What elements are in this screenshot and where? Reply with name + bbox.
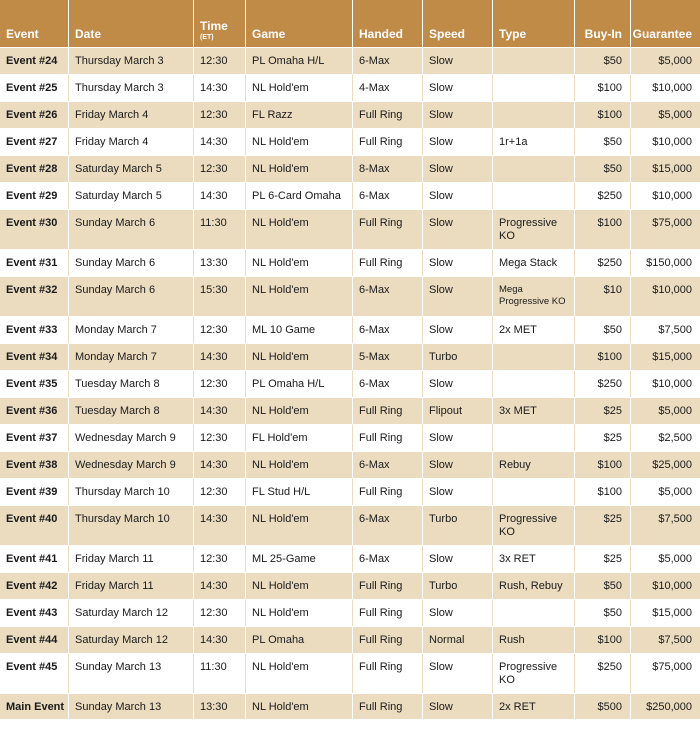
table-row — [0, 545, 700, 572]
event-cell: Event #31 — [0, 249, 69, 276]
speed-cell: Slow — [423, 47, 493, 74]
handed-cell: Full Ring — [353, 397, 423, 424]
date-cell: Sunday March 6 — [69, 209, 194, 249]
guarantee-cell: $5,000 — [631, 545, 700, 572]
event-cell: Event #30 — [0, 209, 69, 249]
time-cell: 11:30 — [194, 653, 246, 693]
date-cell: Thursday March 10 — [69, 478, 194, 505]
guarantee-cell: $5,000 — [631, 101, 700, 128]
guarantee-cell: $5,000 — [631, 47, 700, 74]
guarantee-cell: $10,000 — [631, 74, 700, 101]
handed-cell: 4-Max — [353, 74, 423, 101]
speed-cell: Turbo — [423, 572, 493, 599]
schedule-body — [0, 47, 700, 720]
buyin-cell: $25 — [575, 545, 631, 572]
date-cell: Sunday March 6 — [69, 249, 194, 276]
speed-cell: Slow — [423, 249, 493, 276]
event-cell: Main Event — [0, 693, 69, 720]
type-cell — [493, 599, 575, 626]
buyin-cell: $50 — [575, 599, 631, 626]
guarantee-cell: $75,000 — [631, 653, 700, 693]
game-cell: PL Omaha H/L — [246, 370, 353, 397]
date-cell: Tuesday March 8 — [69, 397, 194, 424]
type-cell: 2x RET — [493, 693, 575, 720]
speed-cell: Turbo — [423, 343, 493, 370]
guarantee-cell: $10,000 — [631, 276, 700, 316]
table-row — [0, 653, 700, 693]
game-cell: PL Omaha H/L — [246, 47, 353, 74]
type-cell: Progressive KO — [493, 505, 575, 545]
speed-cell: Slow — [423, 478, 493, 505]
speed-cell: Slow — [423, 101, 493, 128]
time-cell: 15:30 — [194, 276, 246, 316]
date-cell: Saturday March 12 — [69, 626, 194, 653]
table-row — [0, 599, 700, 626]
date-cell: Saturday March 5 — [69, 155, 194, 182]
event-cell: Event #37 — [0, 424, 69, 451]
table-row — [0, 626, 700, 653]
event-cell: Event #28 — [0, 155, 69, 182]
time-cell: 14:30 — [194, 182, 246, 209]
event-cell: Event #35 — [0, 370, 69, 397]
table-row — [0, 370, 700, 397]
guarantee-cell: $5,000 — [631, 397, 700, 424]
date-cell: Sunday March 13 — [69, 693, 194, 720]
type-cell — [493, 74, 575, 101]
type-cell — [493, 47, 575, 74]
handed-cell: 6-Max — [353, 370, 423, 397]
handed-cell: Full Ring — [353, 101, 423, 128]
guarantee-cell: $150,000 — [631, 249, 700, 276]
handed-cell: 8-Max — [353, 155, 423, 182]
type-cell: 3x MET — [493, 397, 575, 424]
buyin-cell: $25 — [575, 505, 631, 545]
guarantee-cell: $7,500 — [631, 316, 700, 343]
guarantee-cell: $7,500 — [631, 626, 700, 653]
event-cell: Event #45 — [0, 653, 69, 693]
game-cell: NL Hold'em — [246, 397, 353, 424]
table-row — [0, 101, 700, 128]
buyin-cell: $25 — [575, 424, 631, 451]
table-row — [0, 276, 700, 316]
table-row — [0, 397, 700, 424]
handed-cell: 6-Max — [353, 451, 423, 478]
handed-cell: 6-Max — [353, 47, 423, 74]
date-cell: Monday March 7 — [69, 343, 194, 370]
game-cell: NL Hold'em — [246, 599, 353, 626]
guarantee-cell: $10,000 — [631, 370, 700, 397]
speed-cell: Normal — [423, 626, 493, 653]
guarantee-cell: $25,000 — [631, 451, 700, 478]
event-cell: Event #38 — [0, 451, 69, 478]
speed-cell: Slow — [423, 545, 493, 572]
game-cell: NL Hold'em — [246, 209, 353, 249]
handed-cell: Full Ring — [353, 249, 423, 276]
guarantee-cell: $15,000 — [631, 343, 700, 370]
header-row — [0, 0, 700, 47]
game-cell: PL 6-Card Omaha — [246, 182, 353, 209]
handed-cell: Full Ring — [353, 209, 423, 249]
event-cell: Event #41 — [0, 545, 69, 572]
table-row — [0, 572, 700, 599]
handed-cell: Full Ring — [353, 626, 423, 653]
event-cell: Event #27 — [0, 128, 69, 155]
type-cell: Rush, Rebuy — [493, 572, 575, 599]
header-time — [194, 0, 246, 47]
time-cell: 12:30 — [194, 316, 246, 343]
table-row — [0, 451, 700, 478]
type-cell — [493, 478, 575, 505]
type-cell: Rush — [493, 626, 575, 653]
header-time-label: Time — [200, 19, 228, 33]
event-cell: Event #32 — [0, 276, 69, 316]
time-cell: 12:30 — [194, 599, 246, 626]
header-speed: Speed — [423, 0, 493, 47]
game-cell: FL Stud H/L — [246, 478, 353, 505]
time-cell: 12:30 — [194, 424, 246, 451]
event-cell: Event #25 — [0, 74, 69, 101]
date-cell: Thursday March 10 — [69, 505, 194, 545]
guarantee-cell: $7,500 — [631, 505, 700, 545]
time-cell: 14:30 — [194, 128, 246, 155]
type-cell: 1r+1a — [493, 128, 575, 155]
buyin-cell: $100 — [575, 451, 631, 478]
date-cell: Friday March 4 — [69, 128, 194, 155]
event-cell: Event #39 — [0, 478, 69, 505]
event-cell: Event #29 — [0, 182, 69, 209]
buyin-cell: $50 — [575, 572, 631, 599]
time-cell: 14:30 — [194, 343, 246, 370]
guarantee-cell: $15,000 — [631, 155, 700, 182]
time-cell: 14:30 — [194, 572, 246, 599]
handed-cell: Full Ring — [353, 478, 423, 505]
time-cell: 14:30 — [194, 626, 246, 653]
table-row — [0, 74, 700, 101]
table-row — [0, 249, 700, 276]
header-date: Date — [69, 0, 194, 47]
table-row — [0, 316, 700, 343]
handed-cell: Full Ring — [353, 693, 423, 720]
game-cell: NL Hold'em — [246, 249, 353, 276]
buyin-cell: $100 — [575, 626, 631, 653]
type-cell: 3x RET — [493, 545, 575, 572]
time-cell: 12:30 — [194, 155, 246, 182]
table-row — [0, 182, 700, 209]
event-cell: Event #26 — [0, 101, 69, 128]
buyin-cell: $100 — [575, 101, 631, 128]
event-cell: Event #33 — [0, 316, 69, 343]
speed-cell: Slow — [423, 370, 493, 397]
buyin-cell: $100 — [575, 209, 631, 249]
buyin-cell: $250 — [575, 370, 631, 397]
header-time-zone: (ET) — [200, 34, 214, 41]
table-row — [0, 424, 700, 451]
speed-cell: Slow — [423, 451, 493, 478]
date-cell: Wednesday March 9 — [69, 424, 194, 451]
handed-cell: 6-Max — [353, 182, 423, 209]
type-cell — [493, 370, 575, 397]
handed-cell: 6-Max — [353, 276, 423, 316]
guarantee-cell: $250,000 — [631, 693, 700, 720]
time-cell: 14:30 — [194, 397, 246, 424]
game-cell: NL Hold'em — [246, 572, 353, 599]
time-cell: 13:30 — [194, 693, 246, 720]
guarantee-cell: $15,000 — [631, 599, 700, 626]
time-cell: 12:30 — [194, 545, 246, 572]
date-cell: Monday March 7 — [69, 316, 194, 343]
handed-cell: Full Ring — [353, 599, 423, 626]
handed-cell: 6-Max — [353, 505, 423, 545]
table-row — [0, 209, 700, 249]
guarantee-cell: $75,000 — [631, 209, 700, 249]
header-type: Type — [493, 0, 575, 47]
speed-cell: Slow — [423, 599, 493, 626]
buyin-cell: $250 — [575, 249, 631, 276]
game-cell: FL Razz — [246, 101, 353, 128]
guarantee-cell: $10,000 — [631, 128, 700, 155]
table-row — [0, 128, 700, 155]
speed-cell: Slow — [423, 74, 493, 101]
guarantee-cell: $5,000 — [631, 478, 700, 505]
buyin-cell: $50 — [575, 128, 631, 155]
game-cell: NL Hold'em — [246, 343, 353, 370]
buyin-cell: $250 — [575, 182, 631, 209]
type-cell — [493, 155, 575, 182]
buyin-cell: $50 — [575, 155, 631, 182]
game-cell: ML 25-Game — [246, 545, 353, 572]
date-cell: Tuesday March 8 — [69, 370, 194, 397]
buyin-cell: $10 — [575, 276, 631, 316]
game-cell: NL Hold'em — [246, 693, 353, 720]
table-row — [0, 505, 700, 545]
game-cell: NL Hold'em — [246, 505, 353, 545]
speed-cell: Slow — [423, 209, 493, 249]
date-cell: Thursday March 3 — [69, 74, 194, 101]
type-cell — [493, 182, 575, 209]
buyin-cell: $250 — [575, 653, 631, 693]
buyin-cell: $100 — [575, 478, 631, 505]
time-cell: 14:30 — [194, 74, 246, 101]
date-cell: Saturday March 12 — [69, 599, 194, 626]
buyin-cell: $500 — [575, 693, 631, 720]
speed-cell: Slow — [423, 316, 493, 343]
type-cell — [493, 101, 575, 128]
time-cell: 12:30 — [194, 478, 246, 505]
buyin-cell: $100 — [575, 74, 631, 101]
time-cell: 12:30 — [194, 101, 246, 128]
type-cell: Mega Progressive KO — [493, 276, 575, 316]
speed-cell: Flipout — [423, 397, 493, 424]
speed-cell: Slow — [423, 653, 493, 693]
guarantee-cell: $10,000 — [631, 572, 700, 599]
table-row — [0, 478, 700, 505]
date-cell: Sunday March 6 — [69, 276, 194, 316]
header-event: Event — [0, 0, 69, 47]
time-cell: 14:30 — [194, 451, 246, 478]
game-cell: NL Hold'em — [246, 155, 353, 182]
event-cell: Event #34 — [0, 343, 69, 370]
handed-cell: 5-Max — [353, 343, 423, 370]
game-cell: FL Hold'em — [246, 424, 353, 451]
date-cell: Friday March 11 — [69, 572, 194, 599]
game-cell: NL Hold'em — [246, 276, 353, 316]
event-cell: Event #36 — [0, 397, 69, 424]
time-cell: 12:30 — [194, 47, 246, 74]
event-cell: Event #24 — [0, 47, 69, 74]
handed-cell: Full Ring — [353, 572, 423, 599]
type-cell — [493, 424, 575, 451]
time-cell: 11:30 — [194, 209, 246, 249]
event-cell: Event #42 — [0, 572, 69, 599]
handed-cell: 6-Max — [353, 316, 423, 343]
type-cell: Mega Stack — [493, 249, 575, 276]
guarantee-cell: $2,500 — [631, 424, 700, 451]
header-handed: Handed — [353, 0, 423, 47]
table-row — [0, 343, 700, 370]
header-game: Game — [246, 0, 353, 47]
speed-cell: Slow — [423, 128, 493, 155]
date-cell: Thursday March 3 — [69, 47, 194, 74]
type-cell: Rebuy — [493, 451, 575, 478]
type-cell — [493, 343, 575, 370]
table-row — [0, 47, 700, 74]
game-cell: NL Hold'em — [246, 653, 353, 693]
date-cell: Sunday March 13 — [69, 653, 194, 693]
handed-cell: 6-Max — [353, 545, 423, 572]
table-row — [0, 693, 700, 720]
header-guarantee: Guarantee — [631, 0, 700, 47]
game-cell: PL Omaha — [246, 626, 353, 653]
buyin-cell: $50 — [575, 47, 631, 74]
guarantee-cell: $10,000 — [631, 182, 700, 209]
event-cell: Event #43 — [0, 599, 69, 626]
handed-cell: Full Ring — [353, 424, 423, 451]
handed-cell: Full Ring — [353, 128, 423, 155]
handed-cell: Full Ring — [353, 653, 423, 693]
game-cell: NL Hold'em — [246, 128, 353, 155]
header-buyin: Buy-In — [575, 0, 631, 47]
date-cell: Wednesday March 9 — [69, 451, 194, 478]
speed-cell: Turbo — [423, 505, 493, 545]
speed-cell: Slow — [423, 182, 493, 209]
type-cell: 2x MET — [493, 316, 575, 343]
type-cell: Progressive KO — [493, 209, 575, 249]
speed-cell: Slow — [423, 693, 493, 720]
speed-cell: Slow — [423, 155, 493, 182]
event-cell: Event #40 — [0, 505, 69, 545]
date-cell: Friday March 4 — [69, 101, 194, 128]
table-row — [0, 155, 700, 182]
time-cell: 14:30 — [194, 505, 246, 545]
game-cell: NL Hold'em — [246, 451, 353, 478]
game-cell: ML 10 Game — [246, 316, 353, 343]
date-cell: Saturday March 5 — [69, 182, 194, 209]
buyin-cell: $100 — [575, 343, 631, 370]
speed-cell: Slow — [423, 424, 493, 451]
buyin-cell: $50 — [575, 316, 631, 343]
game-cell: NL Hold'em — [246, 74, 353, 101]
speed-cell: Slow — [423, 276, 493, 316]
time-cell: 12:30 — [194, 370, 246, 397]
event-cell: Event #44 — [0, 626, 69, 653]
type-cell: Progressive KO — [493, 653, 575, 693]
buyin-cell: $25 — [575, 397, 631, 424]
date-cell: Friday March 11 — [69, 545, 194, 572]
time-cell: 13:30 — [194, 249, 246, 276]
